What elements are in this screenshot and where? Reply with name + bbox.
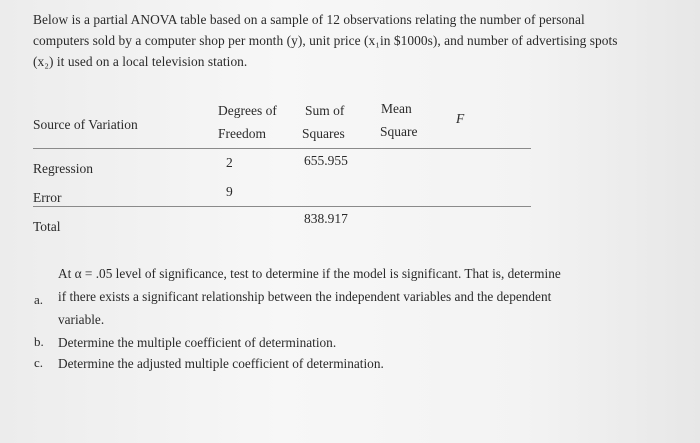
row-regression-df: 2: [226, 155, 233, 170]
header-f: F: [456, 111, 465, 126]
row-regression-source: Regression: [33, 161, 93, 176]
row-error-df: 9: [226, 184, 233, 199]
header-divider: [33, 148, 531, 149]
header-source: Source of Variation: [33, 117, 138, 132]
row-error-source: Error: [33, 190, 62, 205]
row-total-source: Total: [33, 219, 61, 234]
question-text: if there exists a significant relationship between the independent variables and the dependent: [58, 289, 552, 304]
header-df-line2: Freedom: [218, 126, 266, 141]
header-ms-line1: Mean: [381, 101, 412, 116]
intro-line: computers sold by a computer shop per month (y), unit price (x₁in $1000s), and number of advertising spots: [33, 33, 618, 48]
question-text: Determine the adjusted multiple coefficient of determination.: [58, 356, 384, 371]
question-marker: a.: [34, 292, 44, 307]
row-regression-ss: 655.955: [304, 153, 348, 168]
row-total-ss: 838.917: [304, 211, 348, 226]
header-df-line1: Degrees of: [218, 103, 277, 118]
header-ms-line2: Square: [380, 124, 418, 139]
intro-paragraph: [33, 9, 673, 72]
question-marker: b.: [34, 334, 44, 349]
intro-line: (x₂) it used on a local television station.: [33, 54, 248, 69]
header-ss-line1: Sum of: [305, 103, 345, 118]
header-ss-line2: Squares: [302, 126, 345, 141]
question-text: variable.: [58, 312, 105, 327]
question-text: At α = .05 level of significance, test to determine if the model is significant. That is, determine: [58, 266, 561, 281]
question-text: Determine the multiple coefficient of determination.: [58, 335, 337, 350]
total-divider: [33, 206, 531, 207]
intro-line: Below is a partial ANOVA table based on a sample of 12 observations relating the number of personal: [33, 12, 585, 27]
question-marker: c.: [34, 355, 44, 370]
